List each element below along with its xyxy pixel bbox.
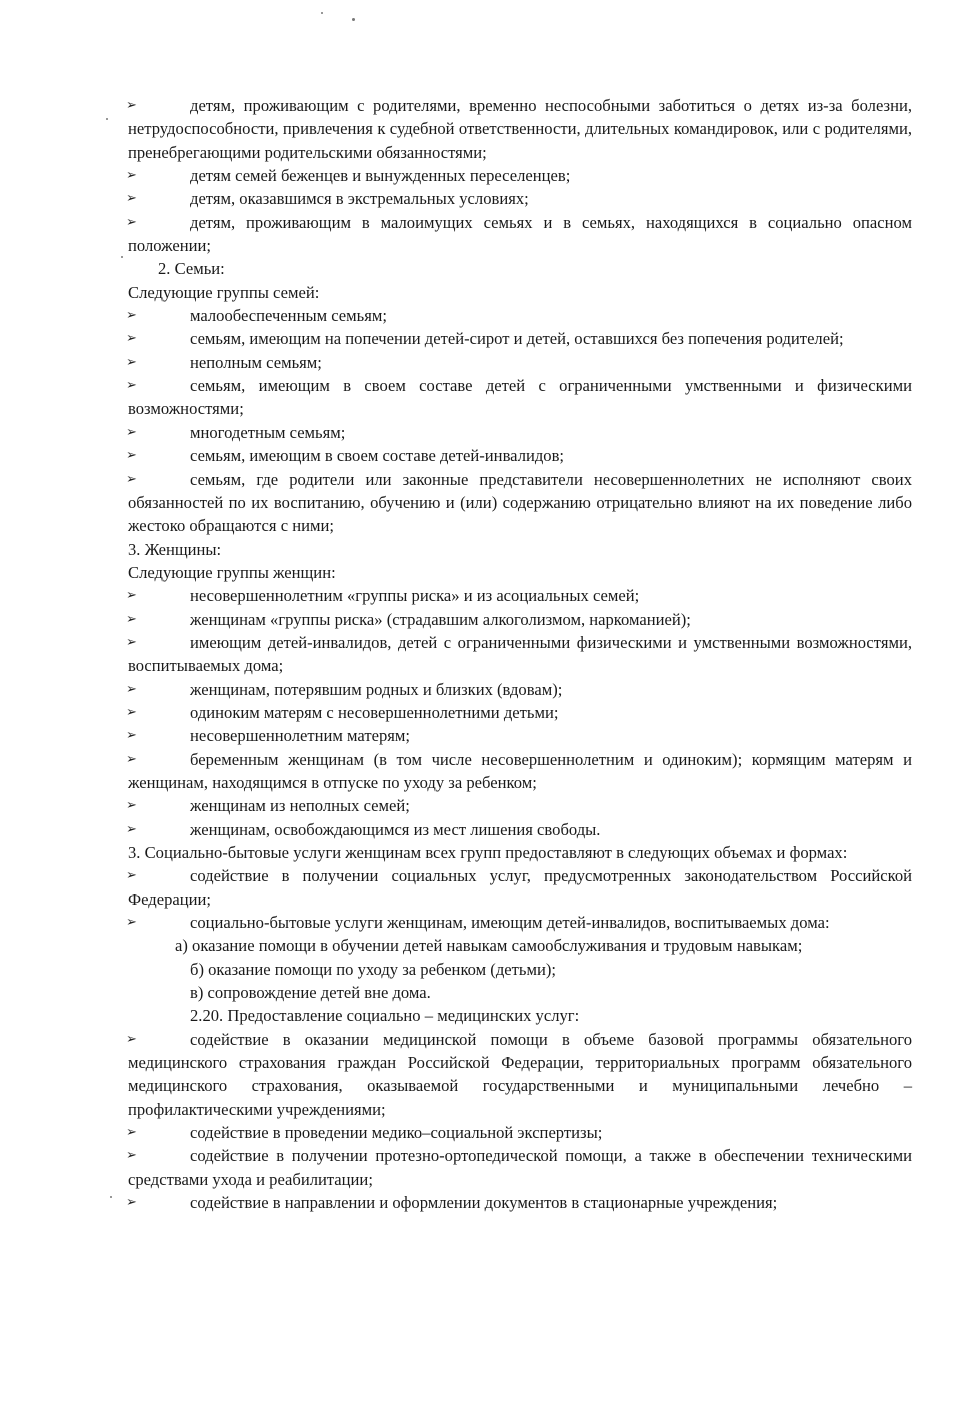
- section-intro: Следующие группы женщин:: [128, 562, 336, 582]
- list-item: ➢ социально-бытовые услуги женщинам, имеющим детей-инвалидов, воспитываемых дома:: [128, 911, 912, 934]
- list-item: ➢ семьям, имеющим на попечении детей-сирот и детей, оставшихся без попечения родителей;: [128, 327, 912, 350]
- list-item: ➢ содействие в оказании медицинской помощи в объеме базовой программы обязательного медицинского страхования граждан Российской Федерации, территориальных программ обязательного медицинского страхования, оказываемой государственными и муниципальными лечебно – профилактическими учреждениями;: [128, 1028, 912, 1121]
- section-heading: 2. Семьи:: [158, 259, 225, 279]
- list-item: ➢ женщинам, освобождающимся из мест лишения свободы.: [128, 818, 912, 841]
- scan-speck: [110, 1196, 112, 1198]
- list-item: ➢ детям, проживающим в малоимущих семьях и в семьях, находящихся в социально опасном положении;: [128, 211, 912, 258]
- list-item: ➢ содействие в проведении медико–социальной экспертизы;: [128, 1121, 912, 1144]
- section-paragraph: 3. Социально-бытовые услуги женщинам всех групп предоставляют в следующих объемах и формах:: [128, 843, 848, 862]
- list-item: ➢ беременным женщинам (в том числе несовершеннолетним и одиноким); кормящим матерям и женщинам, находящимся в отпуске по уходу за ребенком;: [128, 748, 912, 795]
- section-intro: Следующие группы семей:: [128, 282, 320, 302]
- sub-item: а) оказание помощи в обучении детей навыкам самообслуживания и трудовым навыкам;: [175, 936, 803, 956]
- scan-speck: [321, 12, 323, 14]
- list-item: ➢ имеющим детей-инвалидов, детей с ограниченными физическими и умственными возможностями, воспитываемых дома;: [128, 631, 912, 678]
- list-item: ➢ семьям, где родители или законные представители несовершеннолетних не исполняют своих обязанностей по их воспитанию, обучению и (или) содержанию отрицательно влияют на их поведение либо жестоко обращаются с ними;: [128, 468, 912, 538]
- list-item: ➢ содействие в получении социальных услуг, предусмотренных законодательством Российской Федерации;: [128, 864, 912, 911]
- sub-item: б) оказание помощи по уходу за ребенком (детьми);: [190, 959, 556, 979]
- list-item: ➢ женщинам из неполных семей;: [128, 794, 912, 817]
- section-heading: 3. Женщины:: [128, 539, 222, 559]
- list-item: ➢ многодетным семьям;: [128, 421, 912, 444]
- scan-speck: [106, 118, 108, 120]
- list-item: ➢ женщинам, потерявшим родных и близких (вдовам);: [128, 678, 912, 701]
- list-item: ➢ детям семей беженцев и вынужденных переселенцев;: [128, 164, 912, 187]
- list-item: ➢ малообеспеченным семьям;: [128, 304, 912, 327]
- list-item: ➢ семьям, имеющим в своем составе детей-инвалидов;: [128, 444, 912, 467]
- list-item: ➢ содействие в направлении и оформлении документов в стационарные учреждения;: [128, 1191, 912, 1214]
- list-item: ➢ детям, оказавшимся в экстремальных условиях;: [128, 187, 912, 210]
- list-item: ➢ женщинам «группы риска» (страдавшим алкоголизмом, наркоманией);: [128, 608, 912, 631]
- list-item: ➢ несовершеннолетним «группы риска» и из асоциальных семей;: [128, 584, 912, 607]
- scan-speck: [352, 18, 355, 21]
- list-item: ➢ несовершеннолетним матерям;: [128, 724, 912, 747]
- list-item: ➢ детям, проживающим с родителями, временно неспособными заботиться о детях из-за болезни, нетрудоспособности, привлечения к судебной ответственности, длительных командировок, или с родителями, пренебрегающими родительскими обязанностями;: [128, 94, 912, 164]
- list-item: ➢ одиноким матерям с несовершеннолетними детьми;: [128, 701, 912, 724]
- list-item: ➢ неполным семьям;: [128, 351, 912, 374]
- list-item: ➢ содействие в получении протезно-ортопедической помощи, а также в обеспечении техническими средствами ухода и реабилитации;: [128, 1144, 912, 1191]
- scan-speck: [121, 256, 123, 258]
- section-heading: 2.20. Предоставление социально – медицинских услуг:: [190, 1006, 580, 1026]
- sub-item: в) сопровождение детей вне дома.: [190, 983, 431, 1003]
- list-item: ➢ семьям, имеющим в своем составе детей с ограниченными умственными и физическими возможностями;: [128, 374, 912, 421]
